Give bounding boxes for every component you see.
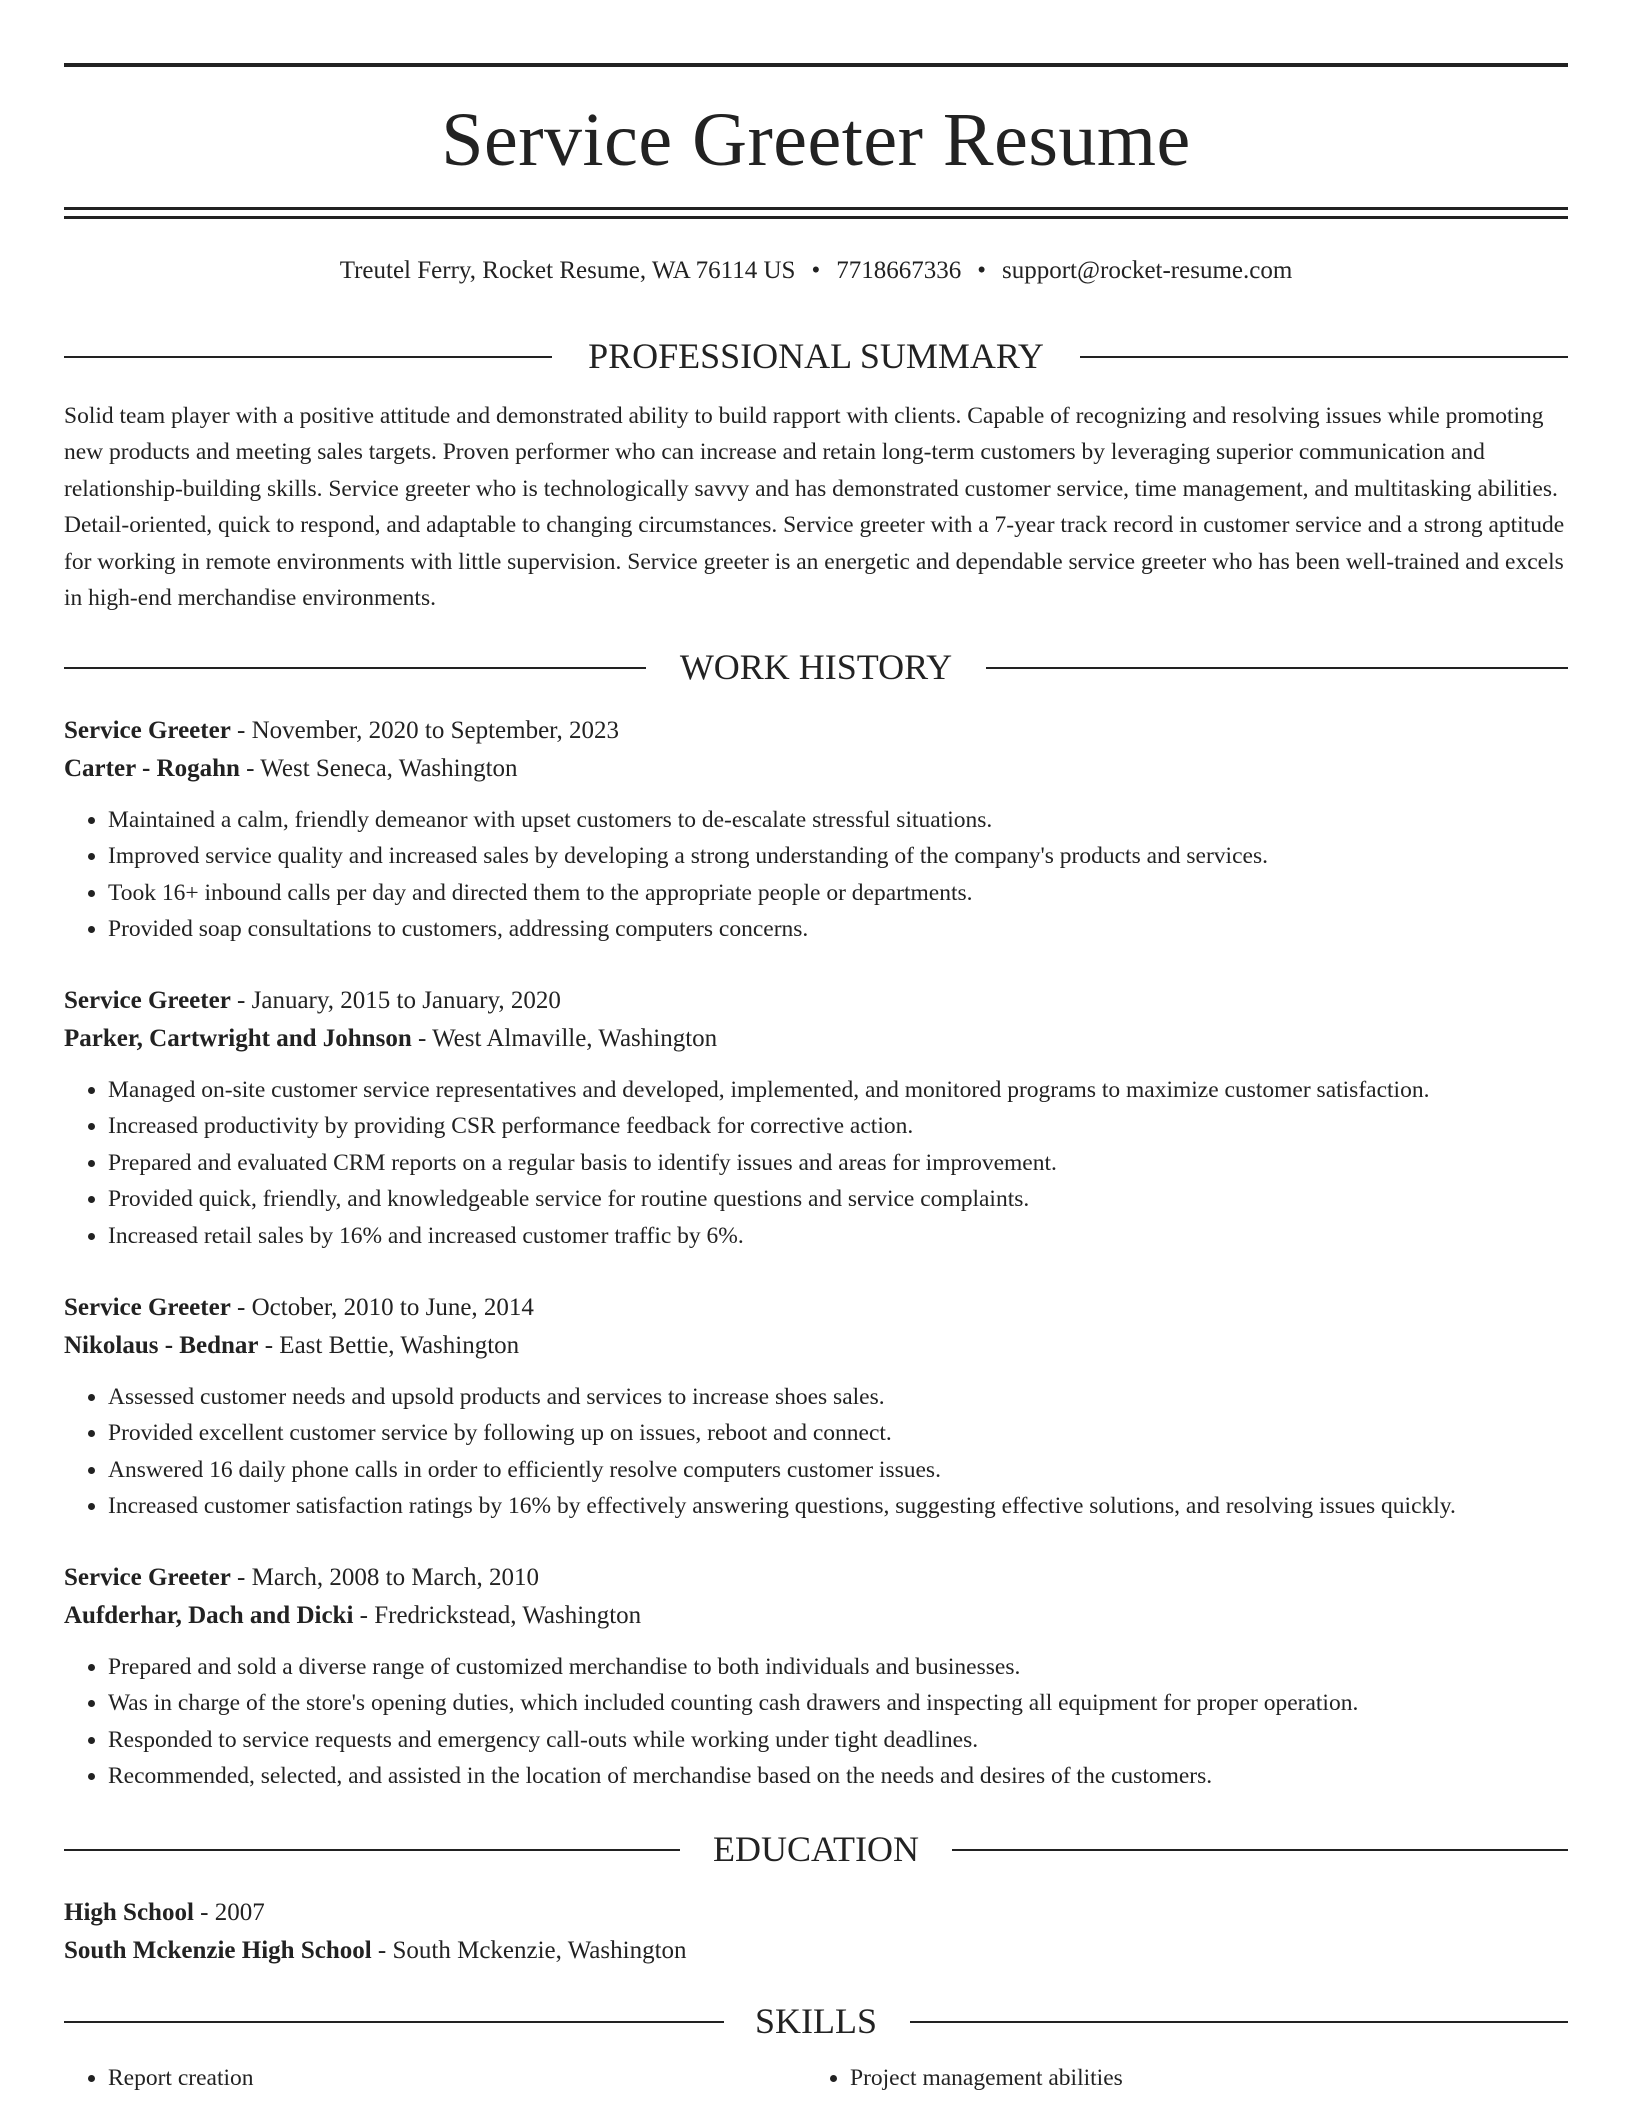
job-company: Nikolaus - Bednar — [64, 1332, 259, 1359]
job-bullet: • Provided soap consultations to customers, addressing computers concerns. — [108, 911, 1568, 947]
job-company-line — [64, 1597, 1568, 1635]
job-bullet: • Prepared and evaluated CRM reports on a regular basis to identify issues and areas for improvement. — [108, 1145, 1568, 1181]
education-degree-line — [64, 1894, 1568, 1932]
professional-summary: Solid team player with a positive attitude and demonstrated ability to build rapport with clients. Capable of recognizing and resolving issues while promoting new products and meeting sales targets. Proven performer who can increase and retain long-term customers by leveraging superior communication and relationship-building skills. Service greeter who is technologically savvy and has demonstrated customer service, time management, and multitasking abilities. Detail-oriented, quick to respond, and adaptable to changing circumstances. Service greeter with a 7-year track record in customer service and a strong aptitude for working in remote environments with little supervision. Service greeter is an energetic and dependable service greeter who has been well-trained and excels in high-end merchandise environments. — [64, 403, 1565, 612]
job-bullet: • Managed on-site customer service representatives and developed, implemented, and monitored programs to maximize customer satisfaction. — [108, 1072, 1568, 1108]
job-bullet: • Improved service quality and increased sales by developing a strong understanding of the company's products and services. — [108, 838, 1568, 874]
title-rule-lower — [64, 216, 1568, 219]
job-company: Carter - Rogahn — [64, 755, 240, 782]
title-rule-upper — [64, 207, 1568, 210]
job-title-line — [64, 1289, 1568, 1327]
contact-line — [64, 253, 1568, 289]
job-title: Service Greeter — [64, 717, 231, 744]
section-title-work: WORK HISTORY — [679, 647, 953, 687]
job-company: Parker, Cartwright and Johnson — [64, 1025, 412, 1052]
job-bullet: • Maintained a calm, friendly demeanor with upset customers to de-escalate stressful situations. — [108, 802, 1568, 838]
job-location: - West Almaville, Washington — [417, 1025, 718, 1052]
contact-separator: • — [977, 257, 986, 284]
job-location: - West Seneca, Washington — [246, 755, 518, 782]
job-entry — [64, 712, 1568, 948]
contact-email: support@rocket-resume.com — [1002, 257, 1293, 284]
education-school: South Mckenzie High School — [64, 1937, 372, 1964]
job-bullets — [64, 1379, 1568, 1525]
contact-address: Treutel Ferry, Rocket Resume, WA 76114 US — [339, 257, 796, 284]
education-location: - South Mckenzie, Washington — [377, 1937, 687, 1964]
job-title: Service Greeter — [64, 1564, 231, 1591]
job-bullet: • Recommended, selected, and assisted in the location of merchandise based on the needs and desires of the customers. — [108, 1758, 1568, 1794]
job-bullet: • Increased customer satisfaction ratings by 16% by effectively answering questions, suggesting effective solutions, and resolving issues quickly. — [108, 1488, 1568, 1524]
job-bullet: • Increased productivity by providing CSR performance feedback for corrective action. — [108, 1108, 1568, 1144]
section-heading-skills — [64, 1999, 1568, 2043]
skill-item: • Project management abilities — [850, 2060, 1546, 2096]
job-bullets — [64, 1072, 1568, 1254]
job-company-line — [64, 1327, 1568, 1365]
job-location: - East Bettie, Washington — [264, 1332, 520, 1359]
top-rule — [64, 63, 1568, 67]
job-bullet: • Took 16+ inbound calls per day and directed them to the appropriate people or departments. — [108, 875, 1568, 911]
section-title-summary: PROFESSIONAL SUMMARY — [588, 336, 1044, 376]
job-company-line — [64, 750, 1568, 788]
job-bullet: • Provided excellent customer service by following up on issues, reboot and connect. — [108, 1415, 1568, 1451]
job-dates: - January, 2015 to January, 2020 — [237, 987, 561, 1014]
education-degree: High School — [64, 1899, 194, 1926]
job-bullet: • Increased retail sales by 16% and increased customer traffic by 6%. — [108, 1218, 1568, 1254]
education-year: - 2007 — [200, 1899, 265, 1926]
job-entry — [64, 1559, 1568, 1795]
section-heading-work — [64, 645, 1568, 689]
job-company: Aufderhar, Dach and Dicki — [64, 1602, 354, 1629]
job-bullet: • Provided quick, friendly, and knowledgeable service for routine questions and service complaints. — [108, 1181, 1568, 1217]
education-school-line — [64, 1932, 1568, 1970]
section-heading-education — [64, 1827, 1568, 1871]
contact-separator: • — [811, 257, 821, 284]
job-title-line — [64, 712, 1568, 750]
job-bullet: • Was in charge of the store's opening duties, which included counting cash drawers and inspecting all equipment for proper operation. — [108, 1685, 1568, 1721]
job-bullet: • Answered 16 daily phone calls in order to efficiently resolve computers customer issues. — [108, 1452, 1568, 1488]
section-title-skills: SKILLS — [754, 2001, 877, 2041]
job-dates: - November, 2020 to September, 2023 — [237, 717, 619, 744]
job-company-line — [64, 1020, 1568, 1058]
job-title-line — [64, 1559, 1568, 1597]
section-heading-summary — [64, 334, 1568, 378]
skill-item: • Report creation — [108, 2060, 804, 2096]
job-title: Service Greeter — [64, 1294, 231, 1321]
job-dates: - October, 2010 to June, 2014 — [237, 1294, 534, 1321]
job-bullets — [64, 1649, 1568, 1795]
job-bullet: • Responded to service requests and emergency call-outs while working under tight deadlines. — [108, 1722, 1568, 1758]
resume-title: Service Greeter Resume — [441, 98, 1191, 182]
section-title-education: EDUCATION — [713, 1829, 919, 1869]
skills-column-left — [64, 2060, 804, 2096]
job-bullet: • Assessed customer needs and upsold products and services to increase shoes sales. — [108, 1379, 1568, 1415]
job-title-line — [64, 982, 1568, 1020]
job-entry — [64, 982, 1568, 1254]
job-entry — [64, 1289, 1568, 1525]
job-bullet: • Prepared and sold a diverse range of customized merchandise to both individuals and businesses. — [108, 1649, 1568, 1685]
job-bullets — [64, 802, 1568, 948]
job-dates: - March, 2008 to March, 2010 — [237, 1564, 540, 1591]
education-entry — [64, 1894, 1568, 1970]
contact-phone: 7718667336 — [836, 257, 962, 284]
job-title: Service Greeter — [64, 987, 231, 1014]
job-location: - Fredrickstead, Washington — [359, 1602, 642, 1629]
skills-column-right — [806, 2060, 1546, 2096]
